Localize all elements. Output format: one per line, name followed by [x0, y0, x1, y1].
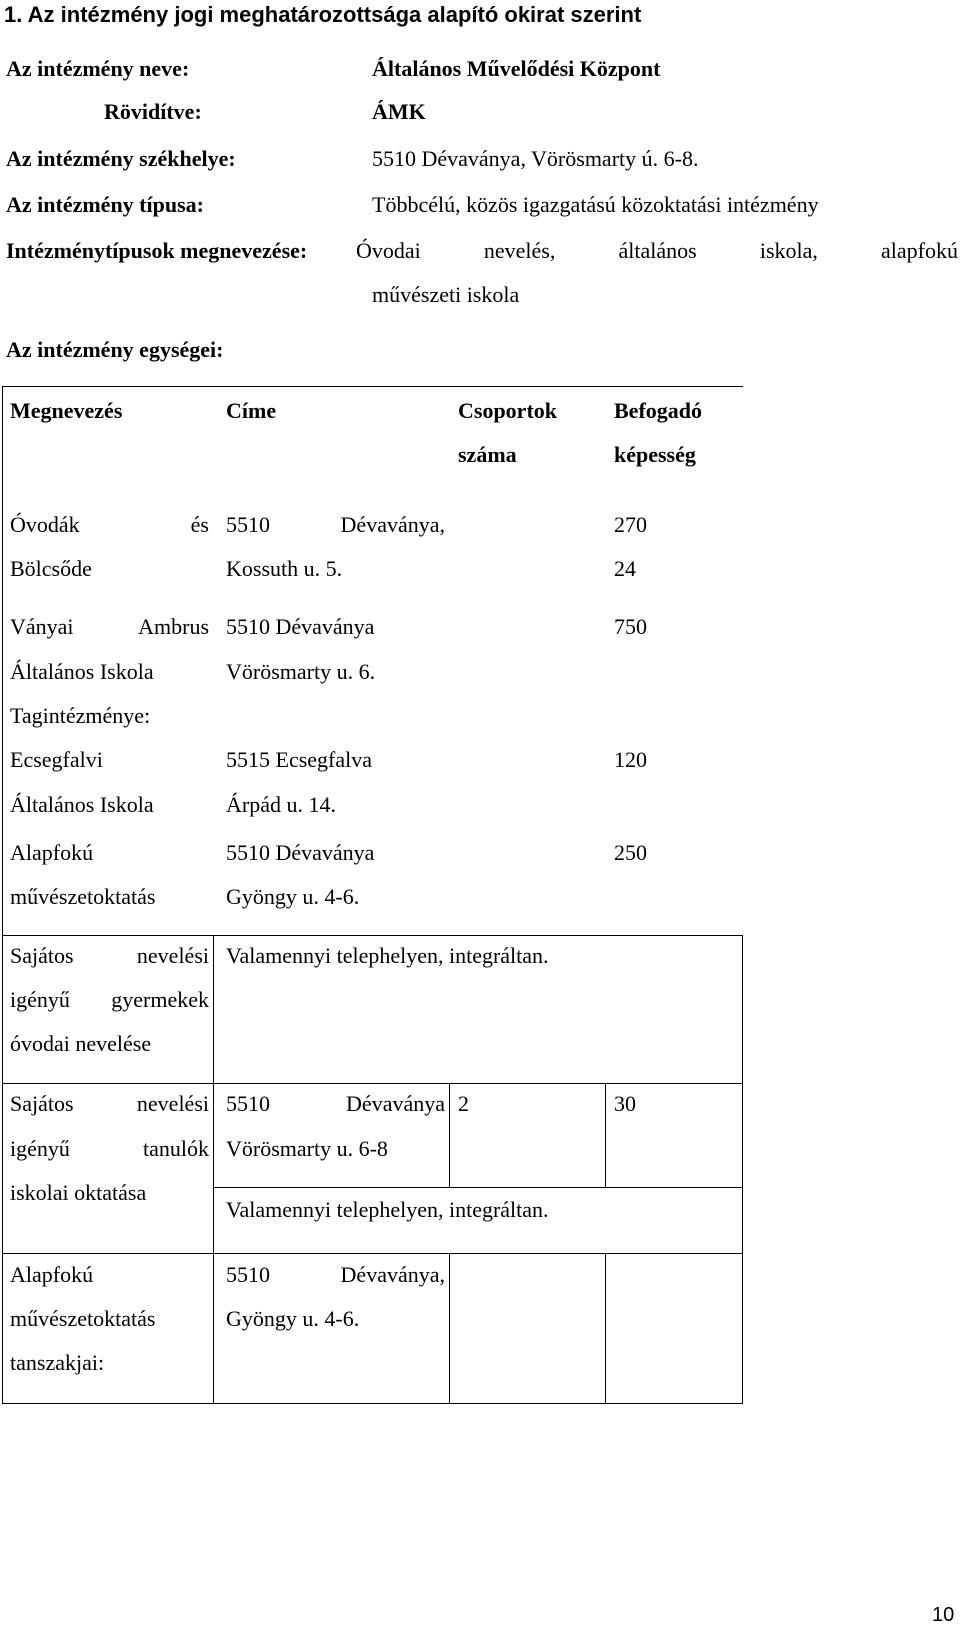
row2-address-line1: 5510 Dévaványa: [226, 614, 375, 639]
row3-address-line2: Gyöngy u. 4-6.: [226, 884, 360, 909]
types-value-line2: művészeti iskola: [372, 282, 520, 307]
header-groups-line2: száma: [458, 442, 517, 467]
row1-address-line2: Kossuth u. 5.: [226, 556, 343, 581]
type-value: Többcélú, közös igazgatású közoktatási intézmény: [372, 192, 819, 217]
table-line: [213, 1187, 743, 1188]
row1-name-line2: Bölcsőde: [10, 556, 92, 581]
row2-address-line5: Árpád u. 14.: [226, 792, 336, 817]
units-label: Az intézmény egységei:: [6, 337, 224, 362]
section-title: 1. Az intézmény jogi meghatározottsága alapító okirat szerint: [4, 2, 642, 27]
row6-address-line2: Gyöngy u. 4-6.: [226, 1306, 360, 1331]
row4-name-line3: óvodai nevelése: [10, 1031, 152, 1056]
abbr-label: Rövidítve:: [104, 99, 202, 124]
row2-capacity-line4: 120: [614, 747, 647, 772]
row1-name-line1: Óvodák és: [10, 512, 209, 537]
row5-groups: 2: [458, 1091, 469, 1116]
table-line: [213, 935, 214, 1404]
row2-address-line4: 5515 Ecsegfalva: [226, 747, 372, 772]
row2-name-line1: Ványai Ambrus: [10, 614, 209, 639]
abbr-value: ÁMK: [372, 99, 426, 124]
header-address: Címe: [226, 398, 277, 423]
table-line: [2, 386, 3, 1404]
header-groups-line1: Csoportok: [458, 398, 558, 423]
seat-value: 5510 Dévaványa, Vörösmarty ú. 6-8.: [372, 146, 699, 171]
types-label: Intézménytípusok megnevezése:: [6, 238, 308, 263]
row5-name-line2: igényű tanulók: [10, 1136, 209, 1161]
row2-name-line2: Általános Iskola: [10, 659, 154, 684]
row6-name-line1: Alapfokú: [10, 1262, 94, 1287]
row1-capacity-line2: 24: [614, 556, 636, 581]
row5-address-line1: 5510 Dévaványa: [226, 1091, 445, 1116]
seat-label: Az intézmény székhelye:: [6, 146, 236, 171]
row5-name-line3: iskolai oktatása: [10, 1180, 147, 1205]
row2-name-line4: Ecsegfalvi: [10, 747, 103, 772]
types-value-line1: Óvodai nevelés, általános iskola, alapfokú: [356, 238, 958, 263]
table-line: [2, 935, 743, 936]
table-line: [449, 1253, 450, 1404]
table-line: [605, 1083, 606, 1187]
row1-capacity-line1: 270: [614, 512, 647, 537]
header-name: Megnevezés: [10, 398, 123, 423]
name-value: Általános Művelődési Központ: [372, 56, 661, 81]
row3-name-line2: művészetoktatás: [10, 884, 156, 909]
table-line: [449, 1083, 450, 1187]
row3-name-line1: Alapfokú: [10, 840, 94, 865]
row5-note: Valamennyi telephelyen, integráltan.: [226, 1197, 549, 1222]
row6-name-line3: tanszakjai:: [10, 1350, 105, 1375]
table-line: [605, 1253, 606, 1404]
row4-note: Valamennyi telephelyen, integráltan.: [226, 943, 549, 968]
row5-address-line2: Vörösmarty u. 6-8: [226, 1136, 388, 1161]
row3-address-line1: 5510 Dévaványa: [226, 840, 375, 865]
row3-capacity-line1: 250: [614, 840, 647, 865]
row6-name-line2: művészetoktatás: [10, 1306, 156, 1331]
table-line: [2, 386, 743, 387]
row2-capacity-line1: 750: [614, 614, 647, 639]
row4-name-line1: Sajátos nevelési: [10, 943, 209, 968]
table-line: [2, 1403, 743, 1404]
name-label: Az intézmény neve:: [6, 56, 190, 81]
row2-address-line2: Vörösmarty u. 6.: [226, 659, 376, 684]
header-capacity-line1: Befogadó: [614, 398, 702, 423]
page-number: 10: [932, 1604, 955, 1626]
type-label: Az intézmény típusa:: [6, 192, 204, 217]
row6-address-line1: 5510 Dévaványa,: [226, 1262, 445, 1287]
row4-name-line2: igényű gyermekek: [10, 987, 209, 1012]
row5-capacity: 30: [614, 1091, 636, 1116]
row2-name-line3: Tagintézménye:: [10, 703, 151, 728]
row2-name-line5: Általános Iskola: [10, 792, 154, 817]
table-line: [2, 1083, 743, 1084]
row1-address-line1: 5510 Dévaványa,: [226, 512, 445, 537]
table-line: [742, 935, 743, 1404]
header-capacity-line2: képesség: [614, 442, 696, 467]
row5-name-line1: Sajátos nevelési: [10, 1091, 209, 1116]
table-line: [2, 1253, 743, 1254]
